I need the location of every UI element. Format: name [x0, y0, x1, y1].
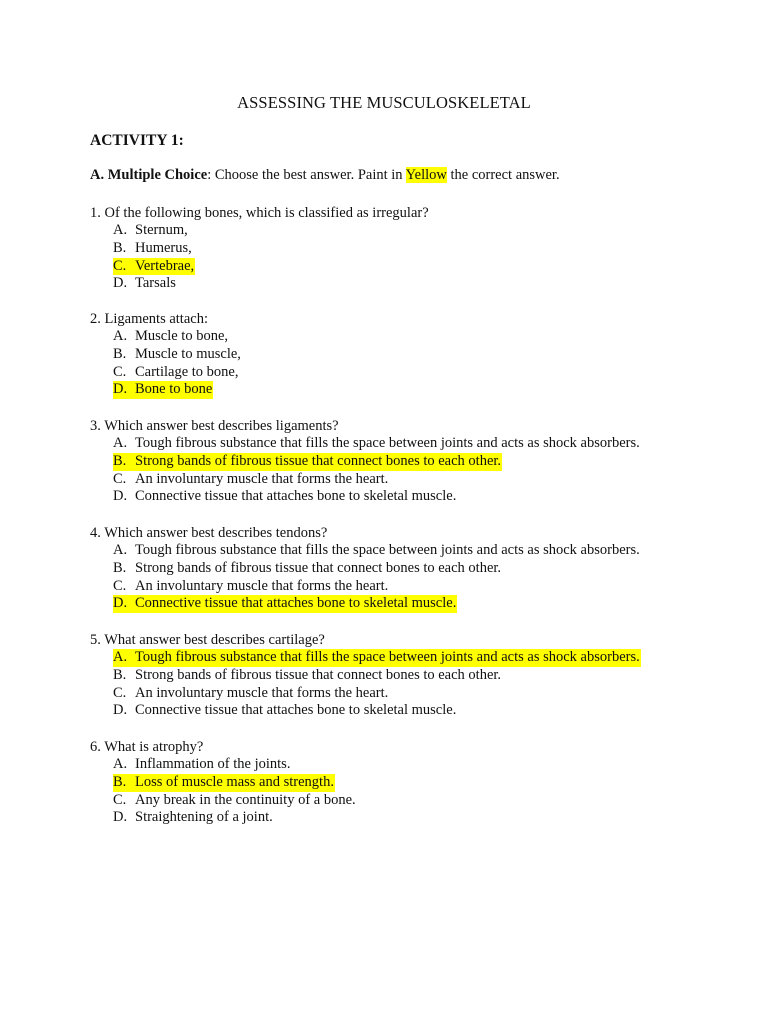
- question-prompt: 6. What is atrophy?: [90, 739, 204, 755]
- option-letter: A.: [113, 435, 128, 451]
- option-c: [90, 792, 357, 810]
- question-prompt: 1. Of the following bones, which is classified as irregular?: [90, 205, 429, 221]
- question-prompt: 3. Which answer best describes ligaments?: [90, 418, 339, 434]
- option-letter: A.: [113, 542, 128, 558]
- question-2: [90, 310, 242, 399]
- option-letter: B.: [113, 666, 127, 683]
- question-6: [90, 738, 357, 827]
- option-list: [90, 649, 641, 720]
- question-4: [90, 524, 641, 613]
- instructions-text-before: : Choose the best answer. Paint in: [207, 167, 406, 183]
- option-letter: C.: [113, 684, 127, 701]
- option-c: [90, 364, 242, 382]
- option-letter: B.: [113, 345, 127, 362]
- option-text: Muscle to bone,: [135, 328, 229, 344]
- option-b: [90, 453, 641, 471]
- option-a: [90, 222, 429, 240]
- option-b: [90, 667, 641, 685]
- option-letter: A.: [113, 649, 128, 665]
- option-letter: C.: [113, 363, 127, 380]
- option-b: [90, 560, 641, 578]
- option-text: Muscle to muscle,: [135, 345, 241, 362]
- option-list: [90, 435, 641, 506]
- option-text: Any break in the continuity of a bone.: [135, 791, 356, 808]
- option-text: Tough fibrous substance that fills the space between joints and acts as shock absorbers.: [135, 542, 640, 558]
- option-letter: B.: [113, 239, 127, 256]
- option-text: Connective tissue that attaches bone to skeletal muscle.: [135, 595, 457, 612]
- option-b: [90, 240, 429, 258]
- option-text: Tough fibrous substance that fills the space between joints and acts as shock absorbers.: [135, 435, 640, 451]
- option-text: Bone to bone: [135, 381, 213, 398]
- option-text: Inflammation of the joints.: [135, 756, 291, 772]
- option-text: An involuntary muscle that forms the heart.: [135, 684, 389, 701]
- option-letter: D.: [113, 702, 128, 719]
- option-letter: B.: [113, 452, 127, 469]
- option-c: [90, 578, 641, 596]
- option-d: [90, 809, 357, 827]
- option-text: Connective tissue that attaches bone to skeletal muscle.: [135, 702, 457, 719]
- option-list: [90, 328, 242, 399]
- option-d: [90, 488, 641, 506]
- option-c: [90, 258, 429, 276]
- option-letter: C.: [113, 470, 127, 487]
- option-letter: D.: [113, 488, 128, 505]
- option-list: [90, 222, 429, 293]
- option-text: An involuntary muscle that forms the heart.: [135, 470, 389, 487]
- option-letter: D.: [113, 275, 128, 292]
- option-b: [90, 346, 242, 364]
- option-text: Straightening of a joint.: [135, 809, 273, 826]
- option-text: Strong bands of fibrous tissue that connect bones to each other.: [135, 452, 502, 469]
- option-text: Tarsals: [135, 275, 176, 292]
- activity-heading: ACTIVITY 1:: [90, 132, 184, 149]
- option-letter: C.: [113, 257, 127, 274]
- option-letter: B.: [113, 773, 127, 790]
- option-a: [90, 328, 242, 346]
- option-text: Tough fibrous substance that fills the space between joints and acts as shock absorbers.: [135, 649, 640, 665]
- page-title: ASSESSING THE MUSCULOSKELETAL: [237, 93, 531, 112]
- option-text: Connective tissue that attaches bone to skeletal muscle.: [135, 488, 457, 505]
- option-letter: B.: [113, 559, 127, 576]
- instructions-highlight-word: Yellow: [405, 167, 447, 183]
- option-letter: A.: [113, 328, 128, 344]
- option-list: [90, 542, 641, 613]
- instructions-label: A. Multiple Choice: [90, 167, 208, 183]
- option-c: [90, 685, 641, 703]
- question-5: [90, 631, 641, 720]
- option-letter: C.: [113, 577, 127, 594]
- option-text: Strong bands of fibrous tissue that connect bones to each other.: [135, 559, 502, 576]
- option-a: [90, 756, 357, 774]
- instructions-text-after: the correct answer.: [446, 167, 560, 183]
- option-letter: D.: [113, 809, 128, 826]
- option-text: Strong bands of fibrous tissue that connect bones to each other.: [135, 666, 502, 683]
- question-prompt: 2. Ligaments attach:: [90, 311, 208, 327]
- question-prompt: 4. Which answer best describes tendons?: [90, 525, 328, 541]
- option-text: Vertebrae,: [135, 257, 195, 274]
- option-d: [90, 381, 242, 399]
- option-text: Cartilage to bone,: [135, 363, 239, 380]
- option-letter: D.: [113, 381, 128, 398]
- option-d: [90, 595, 641, 613]
- option-d: [90, 702, 641, 720]
- instructions: [90, 167, 560, 184]
- question-prompt: 5. What answer best describes cartilage?: [90, 632, 325, 648]
- option-letter: A.: [113, 222, 128, 238]
- option-d: [90, 275, 429, 293]
- option-c: [90, 471, 641, 489]
- option-b: [90, 774, 357, 792]
- option-letter: C.: [113, 791, 127, 808]
- option-a: [90, 649, 641, 667]
- question-3: [90, 417, 641, 506]
- option-text: Humerus,: [135, 239, 192, 256]
- option-text: An involuntary muscle that forms the heart.: [135, 577, 389, 594]
- option-letter: D.: [113, 595, 128, 612]
- option-letter: A.: [113, 756, 128, 772]
- option-a: [90, 435, 641, 453]
- option-list: [90, 756, 357, 827]
- option-text: Sternum,: [135, 222, 188, 238]
- option-a: [90, 542, 641, 560]
- option-text: Loss of muscle mass and strength.: [135, 773, 334, 790]
- question-1: [90, 204, 429, 293]
